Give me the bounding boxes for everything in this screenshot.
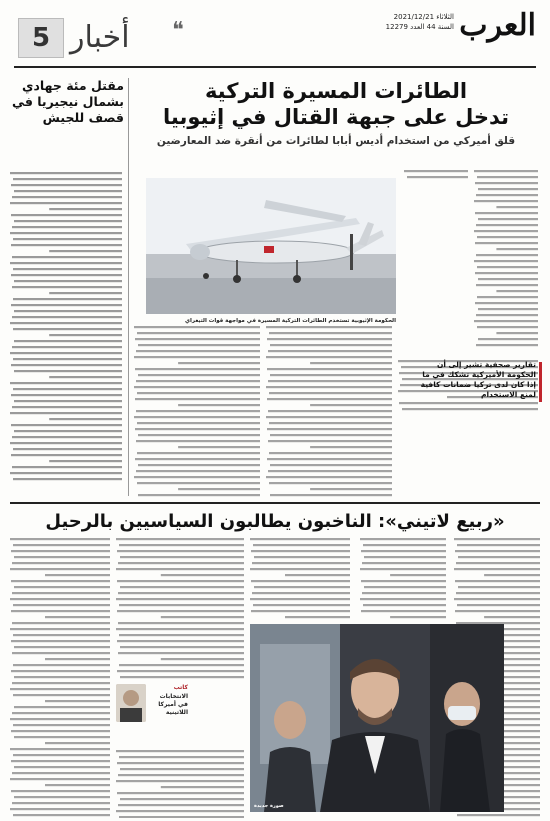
drone-image (146, 178, 396, 314)
highlight-title: تقارير صحفية تشير إلى أن الحكومة الأميركية تشكك في ما إذا كان لدى تركيا ضمانات كافية لمنع الاستخدام (420, 360, 536, 399)
top-rule (14, 66, 536, 68)
issue-line: السنة 44 العدد 12279 (385, 23, 454, 31)
author-photo (116, 684, 146, 722)
section-title: أخبار (70, 20, 130, 55)
issue-date (386, 12, 454, 32)
highlight-bar (539, 362, 542, 402)
drone-photo (146, 178, 396, 314)
date-line: الثلاثاء 2021/12/21 (393, 13, 454, 21)
photo-credit: صورة جديدة (254, 803, 284, 809)
text-placeholder (10, 132, 124, 492)
left-news-brief (10, 72, 124, 500)
politicians-image (250, 624, 504, 812)
main-headline-line2: تدخل على جبهة القتال في إثيوبيا (163, 105, 509, 129)
politicians-photo (250, 624, 504, 812)
main-subhead: قلق أميركي من استخدام أديس أبابا لطائرات من أنقرة ضد المعارضين (156, 135, 516, 147)
opinion-column-title: الانتخابات في أميركا اللاتينية (158, 693, 188, 716)
opinion-author-name: كاتب (173, 684, 188, 691)
second-headline: «ربيع لاتيني»: الناخبون يطالبون السياسيين بالرحيل (45, 511, 505, 532)
masthead (0, 0, 550, 74)
drone-photo-caption: الحكومة الإثيوبية تستخدم الطائرات التركية المسيرة في مواجهة قوات التيغراي (184, 318, 396, 324)
newspaper-logo: العرب (459, 8, 536, 43)
page-number: 5 (18, 18, 64, 58)
column-divider (128, 78, 129, 496)
left-story-title: مقتل مئة جهادي بشمال نيجيريا في قصف للجيش (12, 78, 124, 125)
highlight-box (412, 360, 536, 410)
left-story-text (10, 132, 124, 495)
section-rule (10, 502, 540, 504)
quote-mark-icon: ❝ (172, 18, 184, 43)
opinion-author-block (116, 684, 190, 744)
main-headline (134, 78, 538, 130)
main-headline-line1: الطائرات المسيرة التركية (204, 79, 468, 103)
